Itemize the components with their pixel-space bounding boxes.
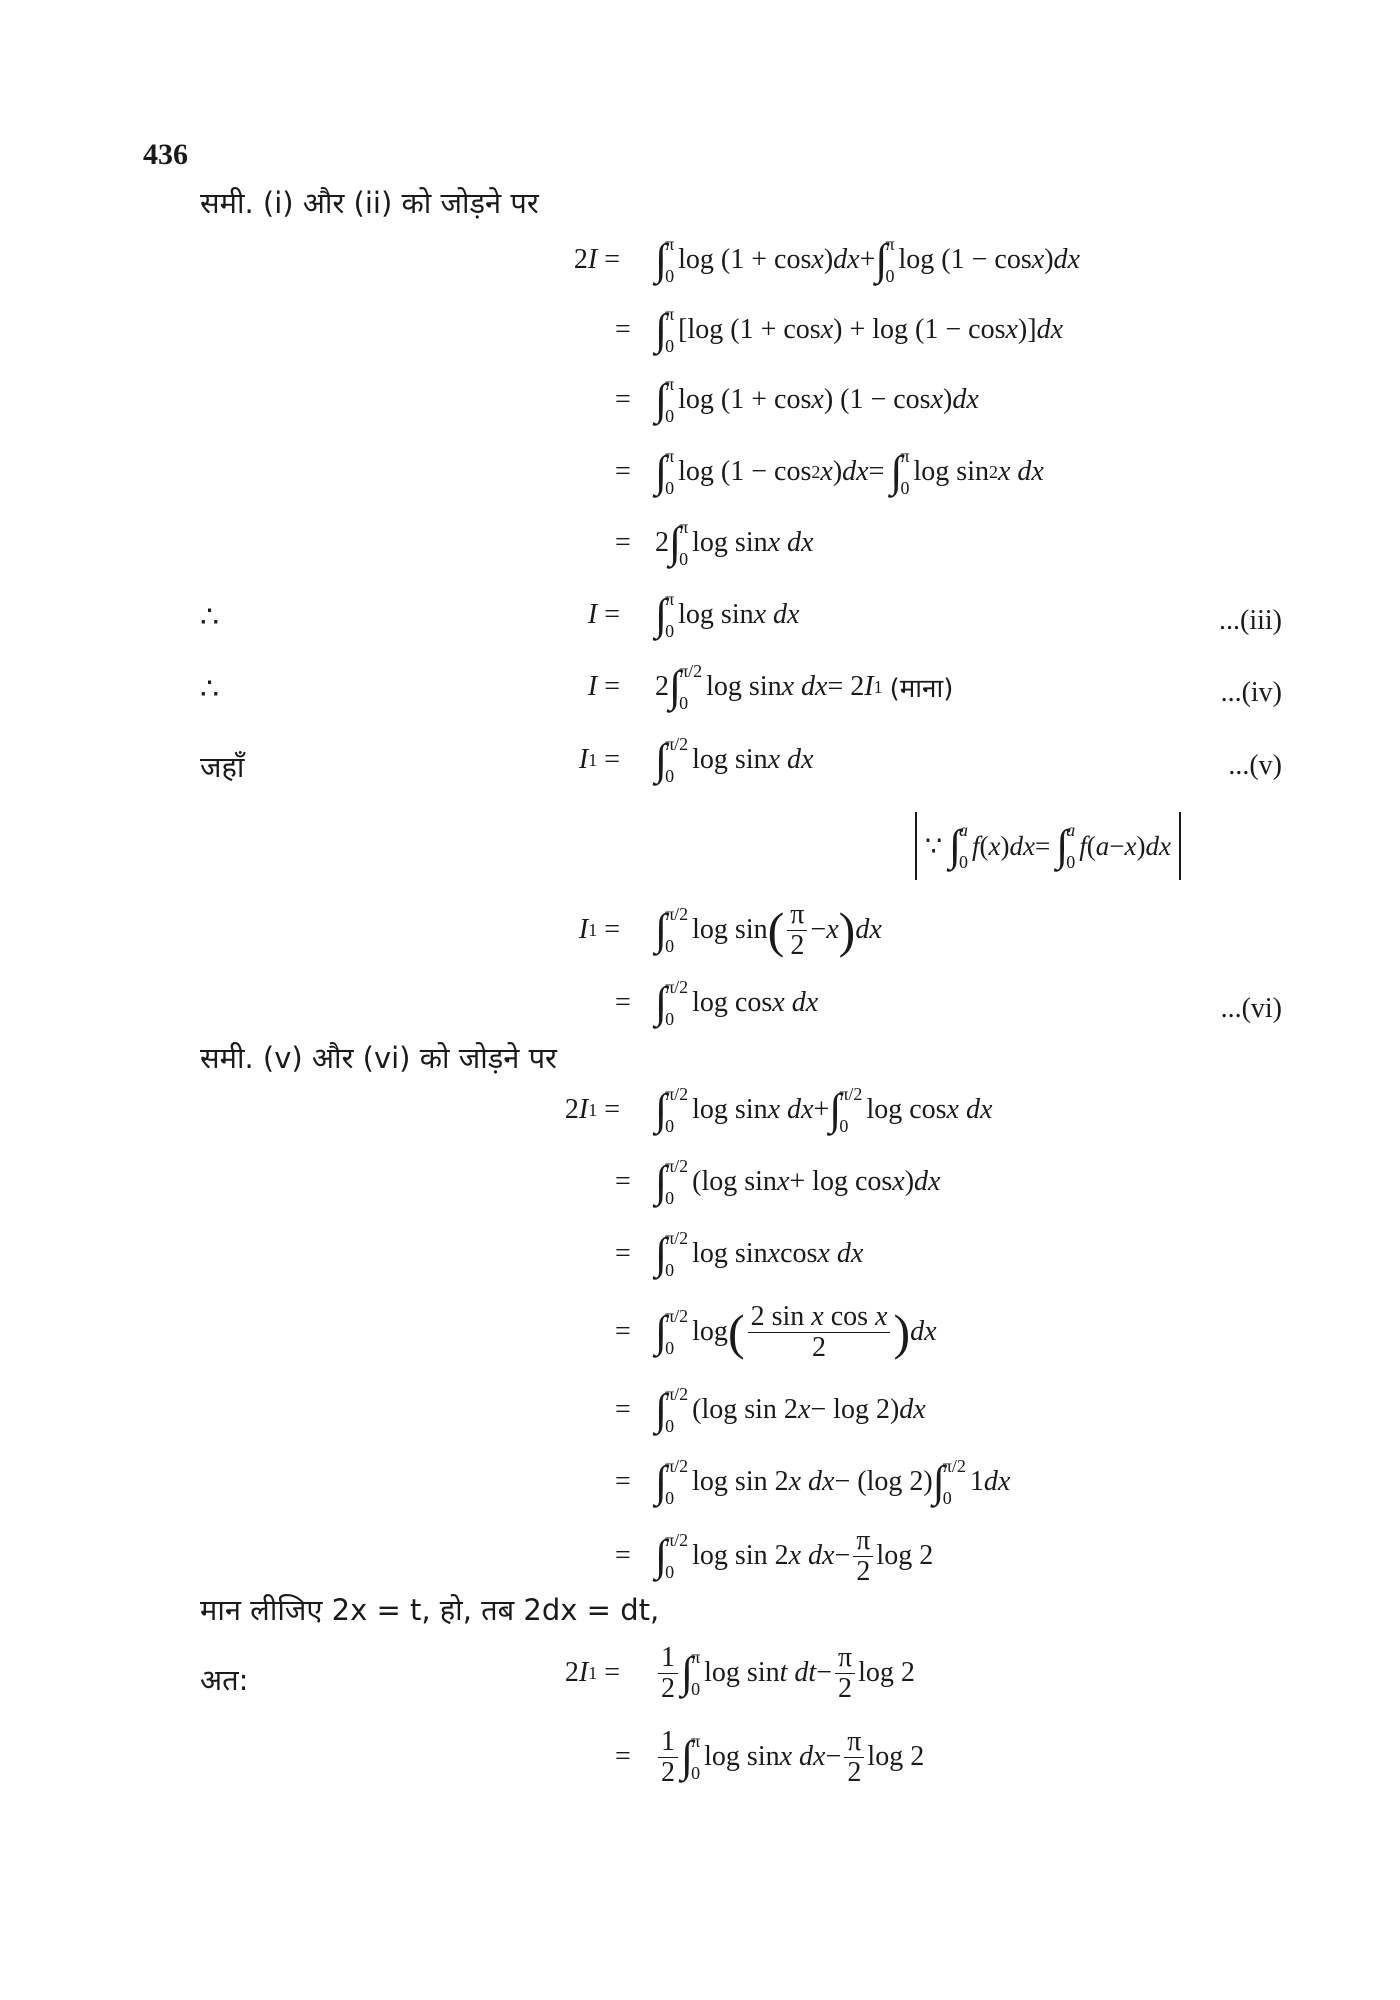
text-add-v-vi: समी. (v) और (vi) को जोड़ने पर: [200, 1041, 557, 1075]
equals-13: =: [615, 1238, 631, 1269]
eq-line-14: ∫ π/2 0 log ( $\frac{\text{2 sin x cos x}}{2}$ ) dx: [655, 1301, 937, 1363]
lhs-2I1-2: 2 I 1 =: [564, 1657, 620, 1688]
eq-line-10: ∫ π/2 0 log cos x dx: [655, 977, 819, 1029]
eq-line-18: $\frac{1}{2}$ ∫ π 0 log sin t dt − $\frac{\pi}{2}$ log 2: [655, 1638, 915, 1708]
therefore-1: ∴: [200, 601, 220, 634]
eq-line-8: ∫ π/2 0 log sin x dx: [655, 734, 814, 786]
eq-line-7: 2 ∫ π/2 0 log sin x dx = 2 I 1 (माना): [655, 661, 954, 713]
tag-vi: ...(vi): [1220, 993, 1282, 1024]
eq-line-16: ∫ π/2 0 log sin 2 x dx − (log 2) ∫ π/2 0 1 dx: [655, 1456, 1011, 1508]
lhs-2I1-1: 2 I 1 =: [564, 1094, 620, 1125]
equals-16: =: [615, 1466, 631, 1497]
equals-15: =: [615, 1394, 631, 1425]
lhs-I-2: I =: [587, 671, 620, 702]
eq-line-19: $\frac{1}{2}$ ∫ π 0 log sin x dx − $\frac{\pi}{2}$ log 2: [655, 1722, 924, 1792]
tag-iv: ...(iv): [1220, 677, 1282, 708]
tag-v: ...(v): [1228, 750, 1282, 781]
property-bracket: ∵ ∫ a 0 f ( x ) dx = ∫ a 0 f ( a − x ) dx: [915, 812, 1181, 880]
eq-line-13: ∫ π/2 0 log sin x cos x dx: [655, 1228, 864, 1280]
equals-12: =: [615, 1166, 631, 1197]
tag-iii: ...(iii): [1219, 605, 1282, 636]
equals-10: =: [615, 987, 631, 1018]
eq-line-12: ∫ π/2 0 (log sin x + log cos x ) dx: [655, 1156, 941, 1208]
text-maan-lijiye: मान लीजिए 2x = t, हो, तब 2dx = dt,: [200, 1593, 660, 1627]
text-add-i-ii: समी. (i) और (ii) को जोड़ने पर: [200, 186, 539, 220]
equals-3: =: [615, 384, 631, 415]
equals-2: =: [615, 314, 631, 345]
equals-19: =: [615, 1741, 631, 1772]
lhs-I-1: I =: [587, 599, 620, 630]
eq-line-4: ∫ π 0 log (1 − cos 2 x ) dx = ∫ π 0 log sin 2 x dx: [655, 446, 1044, 498]
equals-5: =: [615, 527, 631, 558]
equals-4: =: [615, 456, 631, 487]
eq-line-15: ∫ π/2 0 (log sin 2 x − log 2) dx: [655, 1384, 926, 1436]
lhs-I1-2: I 1 =: [578, 914, 620, 945]
lhs-2I: 2 I =: [573, 244, 620, 275]
page-number: 436: [143, 138, 188, 171]
lhs-I1-1: I 1 =: [578, 744, 620, 775]
equals-17: =: [615, 1540, 631, 1571]
equals-14: =: [615, 1316, 631, 1347]
text-jahan: जहाँ: [200, 750, 245, 784]
eq-line-5: 2 ∫ π 0 log sin x dx: [655, 517, 814, 569]
eq-line-6: ∫ π 0 log sin x dx: [655, 589, 800, 641]
therefore-2: ∴: [200, 673, 220, 706]
eq-line-17: ∫ π/2 0 log sin 2 x dx − $\frac{\pi}{2}$ log 2: [655, 1525, 934, 1587]
eq-line-9: ∫ π/2 0 log sin ( $\frac{\pi}{2}$ − x ) dx: [655, 899, 882, 961]
maana-text: (माना): [889, 674, 954, 704]
eq-line-1: ∫ π 0 log (1 + cos x ) dx + ∫ π 0 log (1 − cos x ) dx: [655, 234, 1080, 286]
eq-line-11: ∫ π/2 0 log sin x dx + ∫ π/2 0 log cos x dx: [655, 1084, 993, 1136]
eq-line-2: ∫ π 0 [log (1 + cos x ) + log (1 − cos x )] dx: [655, 304, 1064, 356]
eq-line-3: ∫ π 0 log (1 + cos x ) (1 − cos x ) dx: [655, 374, 979, 426]
text-atah: अत:: [200, 1663, 249, 1697]
